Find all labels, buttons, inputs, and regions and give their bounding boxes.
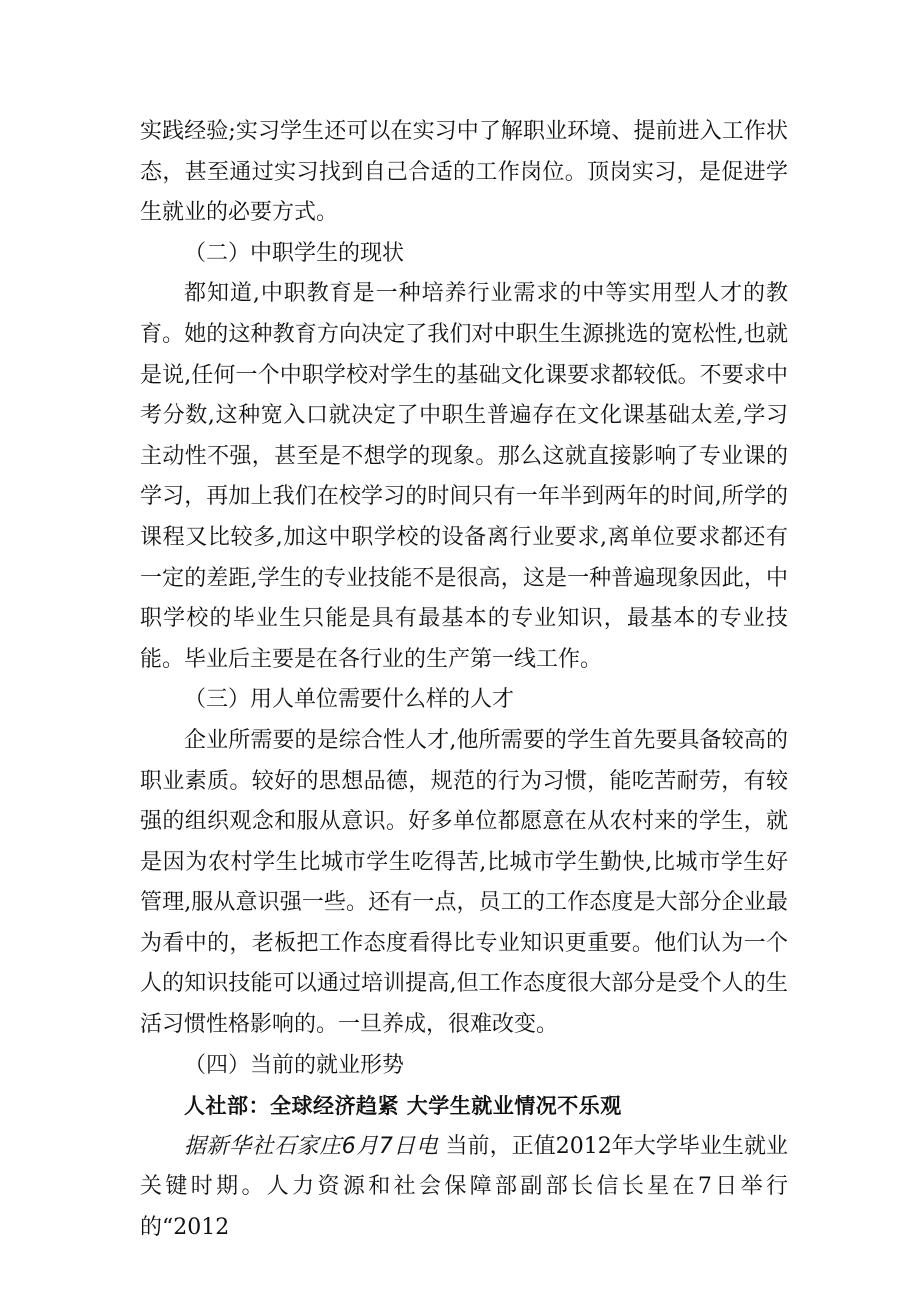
paragraph-employer-needs: 企业所需要的是综合性人才,他所需要的学生首先要具备较高的职业素质。较好的思想品德，规范的行为习惯，能吃苦耐劳，有较强的组织观念和服从意识。好多单位都愿意在从农村来的学生，就是因为农村学生比城市学生吃得苦,比城市学生勤快,比城市学生好管理,服从意识强一些。还有一点，员工的工作态度是大部分企业最为看中的，老板把工作态度看得比专业知识更重要。他们认为一个人的知识技能可以通过培训提高,但工作态度很大部分是受个人的生活习惯性格影响的。一旦养成，很难改变。 <box>140 727 788 1038</box>
news-headline: 人社部：全球经济趋紧 大学生就业情况不乐观 <box>184 1094 622 1119</box>
news-body-text: 当前，正值2012年大学毕业生就业关键时期。人力资源和社会保障部副部长信长星在7日举行的“2012 <box>140 1133 788 1241</box>
section-heading-3: （三）用人单位需要什么样的人才 <box>184 687 515 713</box>
paragraph-internship: 实践经验;实习学生还可以在实习中了解职业环境、提前进入工作状态，甚至通过实习找到自己合适的工作岗位。顶岗实习，是促进学生就业的必要方式。 <box>140 119 788 226</box>
section-heading-2: （二）中职学生的现状 <box>184 240 405 266</box>
section-heading-4: （四）当前的就业形势 <box>184 1052 405 1078</box>
paragraph-news <box>140 1127 788 1249</box>
document-page <box>140 112 788 1249</box>
news-dateline: 据新华社石家庄6月7日电 <box>184 1133 439 1159</box>
paragraph-student-status: 都知道,中职教育是一种培养行业需求的中等实用型人才的教育。她的这种教育方向决定了我们对中职生生源挑选的宽松性,也就是说,任何一个中职学校对学生的基础文化课要求都较低。不要求中考分数,这种宽入口就决定了中职生普遍存在文化课基础太差,学习主动性不强，甚至是不想学的现象。那么这就直接影响了专业课的学习，再加上我们在校学习的时间只有一年半到两年的时间,所学的课程又比较多,加这中职学校的设备离行业要求,离单位要求都还有一定的差距,学生的专业技能不是很高，这是一种普遍现象因此，中职学校的毕业生只能是具有最基本的专业知识，最基本的专业技能。毕业后主要是在各行业的生产第一线工作。 <box>140 281 788 672</box>
